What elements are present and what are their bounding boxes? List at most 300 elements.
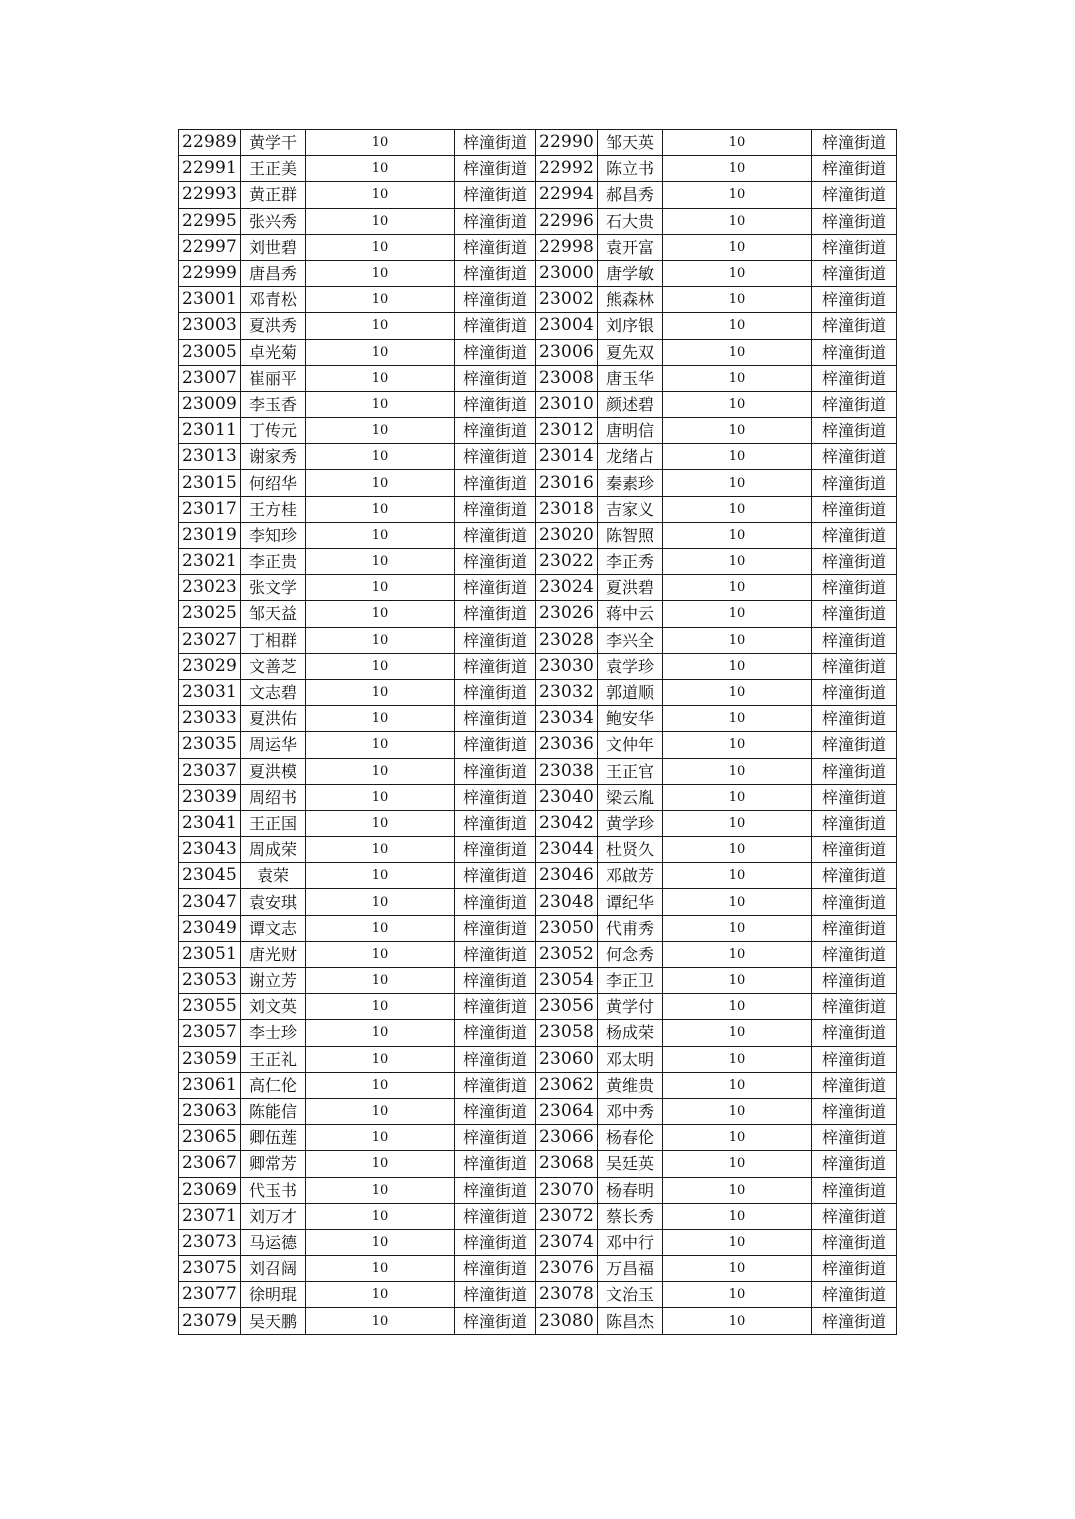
left-id-cell: 23019 bbox=[179, 522, 241, 548]
table-row bbox=[179, 208, 897, 234]
right-id-cell: 23030 bbox=[536, 653, 598, 679]
right-street-cell: 梓潼街道 bbox=[812, 470, 897, 496]
table-row bbox=[179, 391, 897, 417]
table-row bbox=[179, 313, 897, 339]
left-street-cell: 梓潼街道 bbox=[455, 941, 536, 967]
right-amount-cell: 10 bbox=[663, 706, 812, 732]
left-street-cell: 梓潼街道 bbox=[455, 1203, 536, 1229]
left-name-cell: 刘文英 bbox=[241, 994, 306, 1020]
left-street-cell: 梓潼街道 bbox=[455, 1229, 536, 1255]
right-amount-cell: 10 bbox=[663, 575, 812, 601]
left-name-cell: 卿常芳 bbox=[241, 1151, 306, 1177]
right-amount-cell: 10 bbox=[663, 915, 812, 941]
right-name-cell: 黄学珍 bbox=[598, 810, 663, 836]
right-name-cell: 杨成荣 bbox=[598, 1020, 663, 1046]
left-amount-cell: 10 bbox=[306, 1072, 455, 1098]
right-street-cell: 梓潼街道 bbox=[812, 1308, 897, 1334]
table-row bbox=[179, 1046, 897, 1072]
left-name-cell: 张文学 bbox=[241, 575, 306, 601]
right-name-cell: 王正官 bbox=[598, 758, 663, 784]
right-name-cell: 文治玉 bbox=[598, 1282, 663, 1308]
right-amount-cell: 10 bbox=[663, 1177, 812, 1203]
right-amount-cell: 10 bbox=[663, 653, 812, 679]
table-row bbox=[179, 182, 897, 208]
table-row bbox=[179, 1282, 897, 1308]
left-amount-cell: 10 bbox=[306, 156, 455, 182]
table-row bbox=[179, 1308, 897, 1334]
right-name-cell: 黄维贵 bbox=[598, 1072, 663, 1098]
left-street-cell: 梓潼街道 bbox=[455, 1125, 536, 1151]
right-street-cell: 梓潼街道 bbox=[812, 418, 897, 444]
left-name-cell: 谭文志 bbox=[241, 915, 306, 941]
right-id-cell: 23006 bbox=[536, 339, 598, 365]
left-amount-cell: 10 bbox=[306, 653, 455, 679]
right-id-cell: 22996 bbox=[536, 208, 598, 234]
right-id-cell: 23002 bbox=[536, 287, 598, 313]
right-id-cell: 23036 bbox=[536, 732, 598, 758]
left-street-cell: 梓潼街道 bbox=[455, 234, 536, 260]
right-name-cell: 陈立书 bbox=[598, 156, 663, 182]
left-street-cell: 梓潼街道 bbox=[455, 1098, 536, 1124]
left-id-cell: 23061 bbox=[179, 1072, 241, 1098]
left-amount-cell: 10 bbox=[306, 732, 455, 758]
right-street-cell: 梓潼街道 bbox=[812, 549, 897, 575]
left-street-cell: 梓潼街道 bbox=[455, 313, 536, 339]
right-amount-cell: 10 bbox=[663, 470, 812, 496]
right-id-cell: 23038 bbox=[536, 758, 598, 784]
right-amount-cell: 10 bbox=[663, 130, 812, 156]
left-id-cell: 23079 bbox=[179, 1308, 241, 1334]
left-id-cell: 23047 bbox=[179, 889, 241, 915]
right-street-cell: 梓潼街道 bbox=[812, 706, 897, 732]
right-street-cell: 梓潼街道 bbox=[812, 130, 897, 156]
left-name-cell: 高仁伦 bbox=[241, 1072, 306, 1098]
left-street-cell: 梓潼街道 bbox=[455, 706, 536, 732]
right-name-cell: 邓中秀 bbox=[598, 1098, 663, 1124]
right-id-cell: 23024 bbox=[536, 575, 598, 601]
table-row bbox=[179, 1203, 897, 1229]
right-name-cell: 文仲年 bbox=[598, 732, 663, 758]
left-id-cell: 23023 bbox=[179, 575, 241, 601]
right-id-cell: 22994 bbox=[536, 182, 598, 208]
left-amount-cell: 10 bbox=[306, 1282, 455, 1308]
left-street-cell: 梓潼街道 bbox=[455, 287, 536, 313]
right-name-cell: 夏洪碧 bbox=[598, 575, 663, 601]
right-street-cell: 梓潼街道 bbox=[812, 863, 897, 889]
left-street-cell: 梓潼街道 bbox=[455, 1020, 536, 1046]
left-street-cell: 梓潼街道 bbox=[455, 1072, 536, 1098]
right-street-cell: 梓潼街道 bbox=[812, 968, 897, 994]
right-street-cell: 梓潼街道 bbox=[812, 837, 897, 863]
left-name-cell: 周绍书 bbox=[241, 784, 306, 810]
right-id-cell: 23072 bbox=[536, 1203, 598, 1229]
right-id-cell: 23058 bbox=[536, 1020, 598, 1046]
right-id-cell: 23044 bbox=[536, 837, 598, 863]
table-row bbox=[179, 496, 897, 522]
left-id-cell: 23063 bbox=[179, 1098, 241, 1124]
left-name-cell: 徐明琨 bbox=[241, 1282, 306, 1308]
left-street-cell: 梓潼街道 bbox=[455, 810, 536, 836]
left-id-cell: 23043 bbox=[179, 837, 241, 863]
right-id-cell: 23064 bbox=[536, 1098, 598, 1124]
left-amount-cell: 10 bbox=[306, 679, 455, 705]
right-name-cell: 郝昌秀 bbox=[598, 182, 663, 208]
left-id-cell: 23021 bbox=[179, 549, 241, 575]
right-street-cell: 梓潼街道 bbox=[812, 313, 897, 339]
right-id-cell: 23000 bbox=[536, 260, 598, 286]
table-row bbox=[179, 130, 897, 156]
table-row bbox=[179, 837, 897, 863]
right-amount-cell: 10 bbox=[663, 549, 812, 575]
left-amount-cell: 10 bbox=[306, 810, 455, 836]
left-street-cell: 梓潼街道 bbox=[455, 889, 536, 915]
right-street-cell: 梓潼街道 bbox=[812, 260, 897, 286]
right-amount-cell: 10 bbox=[663, 444, 812, 470]
left-id-cell: 23045 bbox=[179, 863, 241, 889]
left-id-cell: 23069 bbox=[179, 1177, 241, 1203]
left-street-cell: 梓潼街道 bbox=[455, 601, 536, 627]
left-name-cell: 王正国 bbox=[241, 810, 306, 836]
left-amount-cell: 10 bbox=[306, 915, 455, 941]
left-street-cell: 梓潼街道 bbox=[455, 444, 536, 470]
left-id-cell: 23059 bbox=[179, 1046, 241, 1072]
table-row bbox=[179, 627, 897, 653]
left-id-cell: 23073 bbox=[179, 1229, 241, 1255]
left-street-cell: 梓潼街道 bbox=[455, 418, 536, 444]
left-amount-cell: 10 bbox=[306, 784, 455, 810]
right-amount-cell: 10 bbox=[663, 1203, 812, 1229]
right-street-cell: 梓潼街道 bbox=[812, 1020, 897, 1046]
right-amount-cell: 10 bbox=[663, 941, 812, 967]
right-amount-cell: 10 bbox=[663, 758, 812, 784]
right-name-cell: 刘序银 bbox=[598, 313, 663, 339]
right-name-cell: 秦素珍 bbox=[598, 470, 663, 496]
right-amount-cell: 10 bbox=[663, 339, 812, 365]
left-amount-cell: 10 bbox=[306, 837, 455, 863]
table-row bbox=[179, 287, 897, 313]
right-street-cell: 梓潼街道 bbox=[812, 1229, 897, 1255]
right-name-cell: 唐明信 bbox=[598, 418, 663, 444]
left-amount-cell: 10 bbox=[306, 1229, 455, 1255]
right-id-cell: 23012 bbox=[536, 418, 598, 444]
left-amount-cell: 10 bbox=[306, 627, 455, 653]
right-street-cell: 梓潼街道 bbox=[812, 208, 897, 234]
table-row bbox=[179, 339, 897, 365]
left-name-cell: 何绍华 bbox=[241, 470, 306, 496]
left-id-cell: 22989 bbox=[179, 130, 241, 156]
right-name-cell: 邹天英 bbox=[598, 130, 663, 156]
left-name-cell: 李知珍 bbox=[241, 522, 306, 548]
right-amount-cell: 10 bbox=[663, 391, 812, 417]
right-street-cell: 梓潼街道 bbox=[812, 391, 897, 417]
right-amount-cell: 10 bbox=[663, 1308, 812, 1334]
right-name-cell: 陈智照 bbox=[598, 522, 663, 548]
left-amount-cell: 10 bbox=[306, 1020, 455, 1046]
table-row bbox=[179, 549, 897, 575]
right-name-cell: 杜贤久 bbox=[598, 837, 663, 863]
right-id-cell: 23010 bbox=[536, 391, 598, 417]
right-amount-cell: 10 bbox=[663, 260, 812, 286]
left-amount-cell: 10 bbox=[306, 339, 455, 365]
left-amount-cell: 10 bbox=[306, 968, 455, 994]
left-amount-cell: 10 bbox=[306, 758, 455, 784]
right-name-cell: 李兴全 bbox=[598, 627, 663, 653]
left-street-cell: 梓潼街道 bbox=[455, 182, 536, 208]
right-name-cell: 唐学敏 bbox=[598, 260, 663, 286]
left-amount-cell: 10 bbox=[306, 1256, 455, 1282]
right-amount-cell: 10 bbox=[663, 732, 812, 758]
left-name-cell: 夏洪秀 bbox=[241, 313, 306, 339]
right-id-cell: 23068 bbox=[536, 1151, 598, 1177]
right-amount-cell: 10 bbox=[663, 1151, 812, 1177]
left-amount-cell: 10 bbox=[306, 1098, 455, 1124]
right-amount-cell: 10 bbox=[663, 156, 812, 182]
left-name-cell: 文志碧 bbox=[241, 679, 306, 705]
right-amount-cell: 10 bbox=[663, 784, 812, 810]
right-street-cell: 梓潼街道 bbox=[812, 1203, 897, 1229]
right-id-cell: 23032 bbox=[536, 679, 598, 705]
right-name-cell: 万昌福 bbox=[598, 1256, 663, 1282]
table-row bbox=[179, 1229, 897, 1255]
right-id-cell: 23052 bbox=[536, 941, 598, 967]
right-name-cell: 颜述碧 bbox=[598, 391, 663, 417]
right-name-cell: 李正秀 bbox=[598, 549, 663, 575]
right-id-cell: 23008 bbox=[536, 365, 598, 391]
right-name-cell: 龙绪占 bbox=[598, 444, 663, 470]
right-street-cell: 梓潼街道 bbox=[812, 575, 897, 601]
left-street-cell: 梓潼街道 bbox=[455, 549, 536, 575]
right-street-cell: 梓潼街道 bbox=[812, 627, 897, 653]
right-street-cell: 梓潼街道 bbox=[812, 758, 897, 784]
right-street-cell: 梓潼街道 bbox=[812, 522, 897, 548]
left-id-cell: 23027 bbox=[179, 627, 241, 653]
left-street-cell: 梓潼街道 bbox=[455, 1151, 536, 1177]
right-street-cell: 梓潼街道 bbox=[812, 810, 897, 836]
right-amount-cell: 10 bbox=[663, 837, 812, 863]
left-id-cell: 23005 bbox=[179, 339, 241, 365]
right-id-cell: 23066 bbox=[536, 1125, 598, 1151]
right-name-cell: 袁学珍 bbox=[598, 653, 663, 679]
right-street-cell: 梓潼街道 bbox=[812, 915, 897, 941]
left-name-cell: 文善芝 bbox=[241, 653, 306, 679]
table-row bbox=[179, 1098, 897, 1124]
left-name-cell: 李正贵 bbox=[241, 549, 306, 575]
left-amount-cell: 10 bbox=[306, 1308, 455, 1334]
table-row bbox=[179, 260, 897, 286]
left-amount-cell: 10 bbox=[306, 994, 455, 1020]
left-name-cell: 马运德 bbox=[241, 1229, 306, 1255]
left-amount-cell: 10 bbox=[306, 208, 455, 234]
left-id-cell: 23007 bbox=[179, 365, 241, 391]
left-street-cell: 梓潼街道 bbox=[455, 470, 536, 496]
left-name-cell: 王方桂 bbox=[241, 496, 306, 522]
right-id-cell: 23034 bbox=[536, 706, 598, 732]
right-amount-cell: 10 bbox=[663, 313, 812, 339]
right-amount-cell: 10 bbox=[663, 810, 812, 836]
left-street-cell: 梓潼街道 bbox=[455, 732, 536, 758]
left-name-cell: 刘世碧 bbox=[241, 234, 306, 260]
left-name-cell: 唐昌秀 bbox=[241, 260, 306, 286]
left-id-cell: 22997 bbox=[179, 234, 241, 260]
left-street-cell: 梓潼街道 bbox=[455, 679, 536, 705]
left-id-cell: 23017 bbox=[179, 496, 241, 522]
right-amount-cell: 10 bbox=[663, 365, 812, 391]
right-name-cell: 鲍安华 bbox=[598, 706, 663, 732]
right-id-cell: 23018 bbox=[536, 496, 598, 522]
table-row bbox=[179, 758, 897, 784]
left-id-cell: 23039 bbox=[179, 784, 241, 810]
left-id-cell: 23015 bbox=[179, 470, 241, 496]
right-amount-cell: 10 bbox=[663, 863, 812, 889]
right-name-cell: 郭道顺 bbox=[598, 679, 663, 705]
right-name-cell: 夏先双 bbox=[598, 339, 663, 365]
left-street-cell: 梓潼街道 bbox=[455, 365, 536, 391]
table-row bbox=[179, 1151, 897, 1177]
right-street-cell: 梓潼街道 bbox=[812, 365, 897, 391]
table-row bbox=[179, 1020, 897, 1046]
left-amount-cell: 10 bbox=[306, 470, 455, 496]
left-id-cell: 23035 bbox=[179, 732, 241, 758]
left-amount-cell: 10 bbox=[306, 889, 455, 915]
table-row bbox=[179, 522, 897, 548]
left-street-cell: 梓潼街道 bbox=[455, 130, 536, 156]
table-row bbox=[179, 1072, 897, 1098]
right-amount-cell: 10 bbox=[663, 889, 812, 915]
left-name-cell: 李玉香 bbox=[241, 391, 306, 417]
table-row bbox=[179, 418, 897, 444]
left-amount-cell: 10 bbox=[306, 313, 455, 339]
left-name-cell: 邓青松 bbox=[241, 287, 306, 313]
table-row bbox=[179, 575, 897, 601]
table-row bbox=[179, 863, 897, 889]
right-name-cell: 邓中行 bbox=[598, 1229, 663, 1255]
left-amount-cell: 10 bbox=[306, 130, 455, 156]
table-row bbox=[179, 941, 897, 967]
left-id-cell: 22991 bbox=[179, 156, 241, 182]
right-id-cell: 23026 bbox=[536, 601, 598, 627]
left-amount-cell: 10 bbox=[306, 706, 455, 732]
left-name-cell: 代玉书 bbox=[241, 1177, 306, 1203]
right-id-cell: 23048 bbox=[536, 889, 598, 915]
right-name-cell: 陈昌杰 bbox=[598, 1308, 663, 1334]
right-id-cell: 23054 bbox=[536, 968, 598, 994]
left-street-cell: 梓潼街道 bbox=[455, 837, 536, 863]
right-name-cell: 李正卫 bbox=[598, 968, 663, 994]
left-name-cell: 黄学干 bbox=[241, 130, 306, 156]
left-street-cell: 梓潼街道 bbox=[455, 1046, 536, 1072]
right-amount-cell: 10 bbox=[663, 679, 812, 705]
right-id-cell: 22990 bbox=[536, 130, 598, 156]
right-id-cell: 23028 bbox=[536, 627, 598, 653]
left-street-cell: 梓潼街道 bbox=[455, 208, 536, 234]
left-street-cell: 梓潼街道 bbox=[455, 339, 536, 365]
right-name-cell: 吉家义 bbox=[598, 496, 663, 522]
left-amount-cell: 10 bbox=[306, 575, 455, 601]
left-id-cell: 23025 bbox=[179, 601, 241, 627]
left-id-cell: 23071 bbox=[179, 1203, 241, 1229]
right-id-cell: 23042 bbox=[536, 810, 598, 836]
left-id-cell: 23049 bbox=[179, 915, 241, 941]
table-row bbox=[179, 365, 897, 391]
table-row bbox=[179, 679, 897, 705]
right-amount-cell: 10 bbox=[663, 627, 812, 653]
left-amount-cell: 10 bbox=[306, 1046, 455, 1072]
left-amount-cell: 10 bbox=[306, 1203, 455, 1229]
table-row bbox=[179, 968, 897, 994]
right-street-cell: 梓潼街道 bbox=[812, 994, 897, 1020]
right-name-cell: 吴廷英 bbox=[598, 1151, 663, 1177]
right-amount-cell: 10 bbox=[663, 1282, 812, 1308]
left-id-cell: 22999 bbox=[179, 260, 241, 286]
right-id-cell: 23056 bbox=[536, 994, 598, 1020]
right-amount-cell: 10 bbox=[663, 418, 812, 444]
right-amount-cell: 10 bbox=[663, 234, 812, 260]
right-street-cell: 梓潼街道 bbox=[812, 601, 897, 627]
right-id-cell: 22998 bbox=[536, 234, 598, 260]
left-id-cell: 22995 bbox=[179, 208, 241, 234]
right-name-cell: 邓太明 bbox=[598, 1046, 663, 1072]
right-name-cell: 唐玉华 bbox=[598, 365, 663, 391]
left-amount-cell: 10 bbox=[306, 549, 455, 575]
right-name-cell: 黄学付 bbox=[598, 994, 663, 1020]
left-amount-cell: 10 bbox=[306, 260, 455, 286]
table-row bbox=[179, 601, 897, 627]
left-street-cell: 梓潼街道 bbox=[455, 758, 536, 784]
right-street-cell: 梓潼街道 bbox=[812, 1098, 897, 1124]
right-street-cell: 梓潼街道 bbox=[812, 1282, 897, 1308]
table-row bbox=[179, 915, 897, 941]
left-amount-cell: 10 bbox=[306, 941, 455, 967]
left-id-cell: 23041 bbox=[179, 810, 241, 836]
right-id-cell: 23020 bbox=[536, 522, 598, 548]
right-id-cell: 23074 bbox=[536, 1229, 598, 1255]
right-id-cell: 23016 bbox=[536, 470, 598, 496]
right-name-cell: 蒋中云 bbox=[598, 601, 663, 627]
left-id-cell: 23057 bbox=[179, 1020, 241, 1046]
left-name-cell: 丁传元 bbox=[241, 418, 306, 444]
left-id-cell: 23011 bbox=[179, 418, 241, 444]
table-row bbox=[179, 653, 897, 679]
left-id-cell: 23003 bbox=[179, 313, 241, 339]
table-row bbox=[179, 234, 897, 260]
left-id-cell: 23033 bbox=[179, 706, 241, 732]
table-row bbox=[179, 784, 897, 810]
left-street-cell: 梓潼街道 bbox=[455, 1282, 536, 1308]
left-amount-cell: 10 bbox=[306, 444, 455, 470]
left-street-cell: 梓潼街道 bbox=[455, 522, 536, 548]
left-name-cell: 丁相群 bbox=[241, 627, 306, 653]
left-street-cell: 梓潼街道 bbox=[455, 496, 536, 522]
left-amount-cell: 10 bbox=[306, 234, 455, 260]
table-row bbox=[179, 1256, 897, 1282]
left-street-cell: 梓潼街道 bbox=[455, 1177, 536, 1203]
left-name-cell: 卓光菊 bbox=[241, 339, 306, 365]
right-name-cell: 谭纪华 bbox=[598, 889, 663, 915]
right-name-cell: 梁云胤 bbox=[598, 784, 663, 810]
left-id-cell: 23053 bbox=[179, 968, 241, 994]
right-amount-cell: 10 bbox=[663, 1256, 812, 1282]
left-name-cell: 夏洪佑 bbox=[241, 706, 306, 732]
right-amount-cell: 10 bbox=[663, 1125, 812, 1151]
left-amount-cell: 10 bbox=[306, 1125, 455, 1151]
left-street-cell: 梓潼街道 bbox=[455, 653, 536, 679]
right-street-cell: 梓潼街道 bbox=[812, 732, 897, 758]
right-name-cell: 杨春伦 bbox=[598, 1125, 663, 1151]
left-id-cell: 23075 bbox=[179, 1256, 241, 1282]
left-name-cell: 谢家秀 bbox=[241, 444, 306, 470]
right-street-cell: 梓潼街道 bbox=[812, 339, 897, 365]
right-amount-cell: 10 bbox=[663, 1229, 812, 1255]
